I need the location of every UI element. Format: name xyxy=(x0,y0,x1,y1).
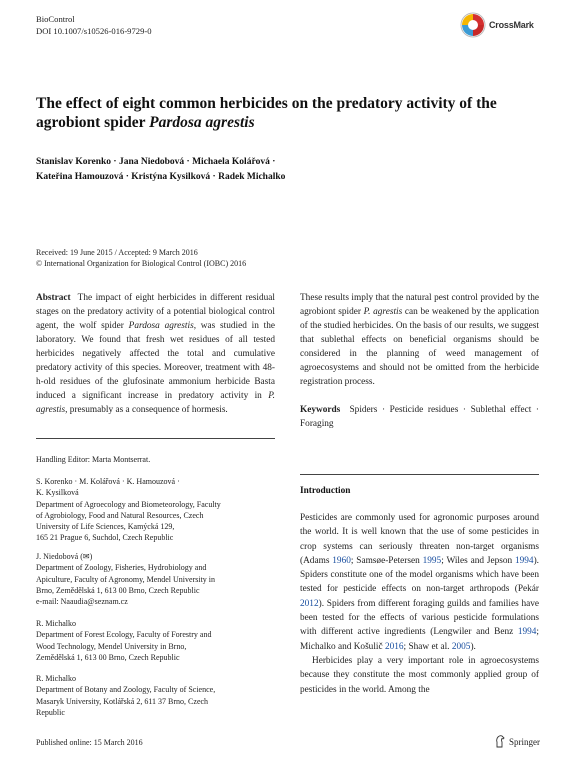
affiliation-3: R. Michalko Department of Forest Ecology, Faculty of Forestry and Wood Technology, Mendel University in Brno, Zemědělská 1, 613 00 Brno, Czech Republic xyxy=(36,619,212,662)
copyright: © International Organization for Biological Control (IOBC) 2016 xyxy=(36,259,247,268)
abstract-left: Abstract The impact of eight herbicides in different residual stages on the predatory activity of a potential biological control agent, the wolf spider Pardosa agrestis, was studied in the laboratory. We found that fresh wet residues of all tested herbicides negatively affected the total and cumulative predatory activity of this species. Moreover, treatment with 48-h-old residues of the glufosinate ammonium herbicide Basta induced a significant increase in predatory activity in P. agrestis, presumably as a consequence of hormesis. xyxy=(36,293,275,415)
affiliation-4: R. Michalko Department of Botany and Zoology, Faculty of Science, Masaryk University, Kotlářská 2, 611 37 Brno, Czech Republic xyxy=(36,674,216,717)
crossmark-icon xyxy=(460,12,486,38)
published-date: Published online: 15 March 2016 xyxy=(36,738,143,747)
keywords-label: Keywords xyxy=(300,405,341,415)
springer-horse-icon xyxy=(494,735,506,748)
journal-header xyxy=(36,13,152,37)
title-species: Pardosa agrestis xyxy=(149,114,255,131)
received-accepted: Received: 19 June 2015 / Accepted: 9 March 2016 xyxy=(36,248,198,257)
doi[interactable]: DOI 10.1007/s10526-016-9729-0 xyxy=(36,26,152,36)
publisher-logo[interactable] xyxy=(494,735,540,748)
citation-link[interactable]: 1994 xyxy=(517,627,537,638)
affiliation-1: S. Korenko · M. Kolářová · K. Hamouzová · K. Kysilková Department of Agroecology and Biometeorology, Faculty of Agrobiology, Food and Natural Resources, Czech University of Life Sciences, Kamýcká 129, 165 21 Prague 6, Suchdol, Czech Republic xyxy=(36,477,221,543)
author-list xyxy=(36,155,516,185)
citation-link[interactable]: 2012 xyxy=(300,598,319,609)
crossmark-badge[interactable] xyxy=(460,10,540,40)
introduction-body: Pesticides are commonly used for agronomic purposes around the world. It is well known that the use of some pesticides in crop systems can seriously threaten non-target organisms (Adams 1960; Samsøe-Petersen 1995; Wiles and Jepson 1994). Spiders constitute one of the model organisms which have been tested for pesticide effects on non-target arthropods (Pekár 2012). Spiders from different foraging guilds and families have been tested for the effects of various pesticide formulations with different active ingredients (Lengwiler and Benz 1994; Michalko and Košulič 2016; Shaw et al. 2005). Herbicides play a very important role in agroecosystems because they constitute the most commonly applied group of pesticides in the world. Among the xyxy=(300,513,539,695)
paper-title: The effect of eight common herbicides on the predatory activity of the agrobiont spider Pardosa agrestis xyxy=(36,95,497,131)
abstract-label: Abstract xyxy=(36,293,71,303)
affiliation-2: J. Niedobová (✉) Department of Zoology, Fisheries, Hydrobiology and Apiculture, Faculty of Agronomy, Mendel University in Brno, Zemědělská 1, 613 00 Brno, Czech Republic e-mail: Naaudia@seznam.cz xyxy=(36,551,275,607)
email-link[interactable]: e-mail: Naaudia@seznam.cz xyxy=(36,597,128,607)
dates-block xyxy=(36,247,246,269)
authors-line: Stanislav Korenko · Jana Niedobová · Michaela Kolářová · xyxy=(36,157,276,167)
citation-link[interactable]: 1995 xyxy=(422,555,442,566)
keywords: Keywords Spiders · Pesticide residues · Sublethal effect · Foraging xyxy=(300,405,539,429)
abstract-right: These results imply that the natural pest control provided by the agrobiont spider P. agrestis can be weakened by the application of the studied herbicides. On the basis of our results, we suggest that sublethal effects on beneficial organisms should be considered in the planning of weed management of agroecosystems and should not be omitted from the herbicide registration process. Keywords Spiders · Pesticide residues · Sublethal effect · Foraging xyxy=(300,293,539,429)
divider xyxy=(36,438,275,439)
authors-line: Kateřina Hamouzová · Kristýna Kysilková · Radek Michalko xyxy=(36,172,286,182)
divider xyxy=(300,474,539,475)
section-heading: Introduction xyxy=(300,486,351,496)
citation-link[interactable]: 2005 xyxy=(451,641,471,652)
journal-name: BioControl xyxy=(36,14,75,24)
publisher-name: Springer xyxy=(509,736,540,747)
citation-link[interactable]: 1994 xyxy=(514,555,534,566)
handling-editor: Handling Editor: Marta Montserrat. xyxy=(36,455,151,464)
citation-link[interactable]: 2016 xyxy=(384,641,404,652)
crossmark-label: CrossMark xyxy=(489,20,534,30)
citation-link[interactable]: 1960 xyxy=(332,555,351,566)
